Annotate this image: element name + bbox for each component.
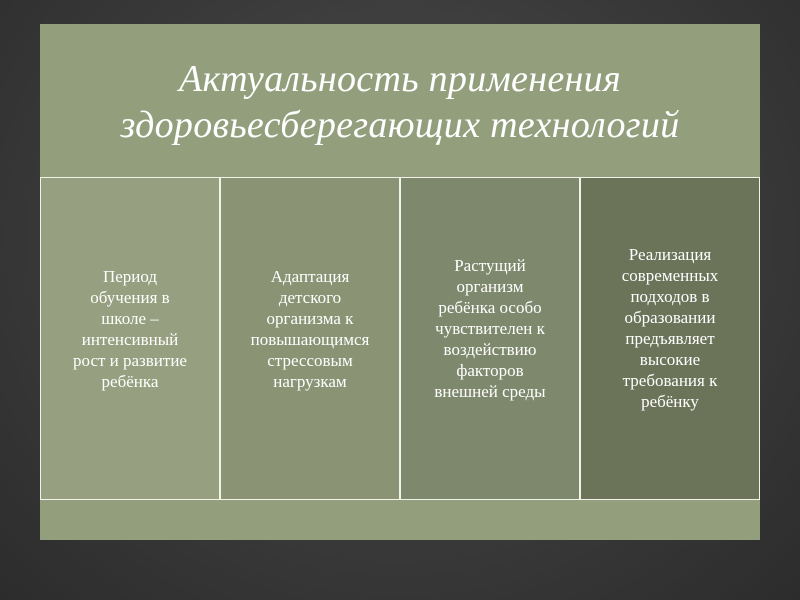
card-school-period [40, 177, 220, 500]
card-modern-approaches [580, 177, 760, 500]
card-growing-organism [400, 177, 580, 500]
cards-row [40, 177, 760, 500]
slide-panel [40, 24, 760, 540]
card-modern-approaches-text: Реализация современных подходов в образовании предъявляет высокие требования к ребёнку [621, 245, 719, 411]
card-school-period-text: Период обучения в школе – интенсивный рост и развитие ребёнка [73, 267, 187, 391]
card-adaptation-text: Адаптация детского организма к повышающимся стрессовым нагрузкам [250, 267, 370, 391]
card-growing-organism-text: Растущий организм ребёнка особо чувствителен к воздействию факторов внешней среды [434, 256, 546, 401]
card-adaptation [220, 177, 400, 500]
slide-title: Актуальность применения здоровьесберегающих технологий [120, 58, 680, 146]
